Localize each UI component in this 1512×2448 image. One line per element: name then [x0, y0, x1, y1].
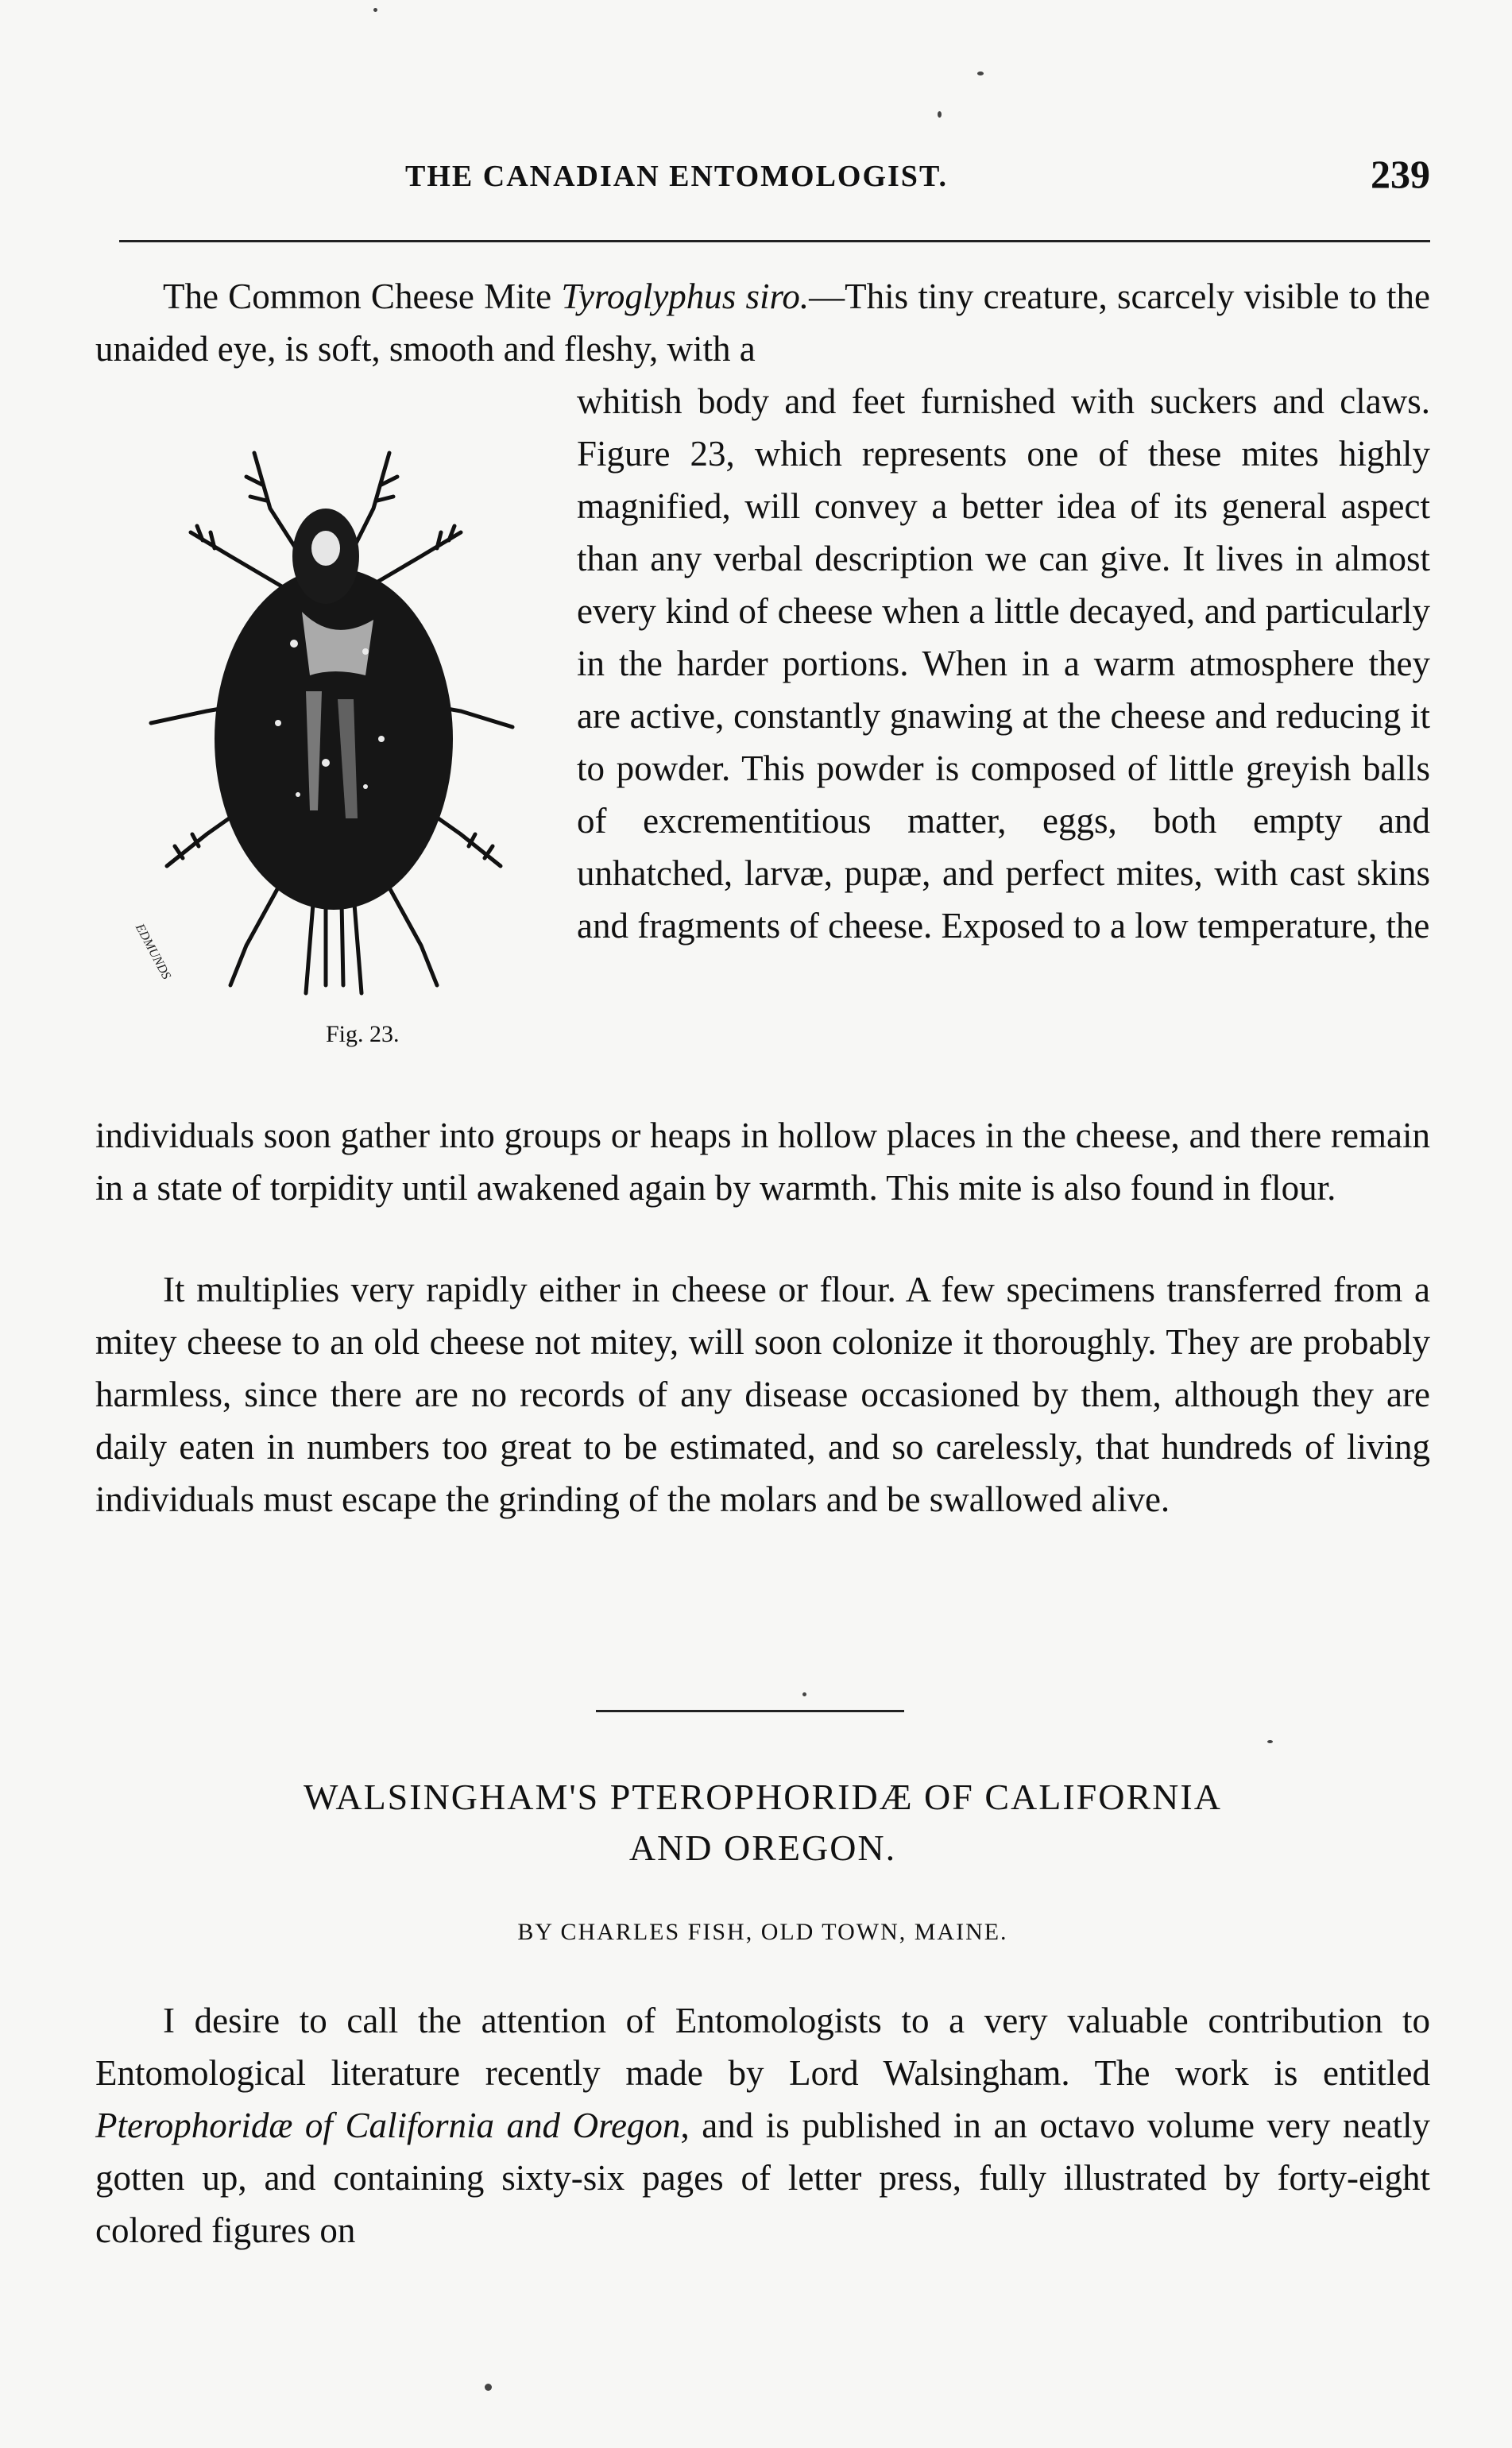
continuation-text: individuals soon gather into groups or heaps in hollow places in the cheese, and there remain in a state of torpidity until awakened again by warmth. This mite is also found in flour.: [95, 1116, 1430, 1208]
engraver-signature: EDMUNDS: [132, 922, 173, 982]
article-title: [95, 1772, 1430, 1874]
page-number: 239: [1371, 152, 1430, 196]
wrapped-text: whitish body and feet furnished with suckers and claws. Figure 23, which represents one of these mites highly magnified, will convey a better idea of its general aspect than any verbal description we can give. It lives in almost every kind of cheese when a little decayed, and particularly in the harder portions. When in a warm atmosphere they are active, constantly gnawing at the cheese and reducing it to powder. This powder is composed of little greyish balls of excrementitious matter, eggs, both empty and unhatched, larvæ, pupæ, and perfect mites, with cast skins and fragments of cheese. Exposed to a low temperature, the: [577, 381, 1430, 946]
scan-speck: [1267, 1740, 1273, 1743]
mite-paragraph-continuation: [95, 1109, 1430, 1214]
book-page: [95, 0, 1430, 2448]
scan-speck: [802, 1692, 806, 1696]
mite-paragraph-wrapped: [577, 375, 1430, 952]
scan-speck: [938, 111, 942, 118]
species-name: Tyroglyphus siro.: [561, 277, 810, 316]
paragraph-2-text: It multiplies very rapidly either in cheese or flour. A few specimens transferred from a mitey cheese to an old cheese not mitey, will soon colonize it thoroughly. They are probably harmless, since there are no records of any disease occasioned by them, although they are daily eaten in numbers too great to be estimated, and so carelessly, that hundreds of living individuals must escape the grinding of the molars and be swallowed alive.: [95, 1270, 1430, 1519]
byline: BY CHARLES FISH, OLD TOWN, MAINE.: [517, 1919, 1008, 1945]
figure-caption: Fig. 23.: [326, 1021, 400, 1047]
p3-end: , and is published in an octavo volume very neatly gotten up, and containing sixty-six pages of letter press, fully illustrated by forty-eight colored figures on: [95, 2106, 1431, 2250]
lead-rest: —This tiny creature, scarcely visible to the unaided eye, is soft, smooth and fleshy, with a: [95, 277, 1430, 369]
title-line-2: AND OREGON.: [628, 1827, 897, 1868]
scan-speck: [977, 72, 984, 75]
walsingham-paragraph: [95, 1994, 1430, 2257]
running-head: [95, 151, 1430, 207]
p3-start: I desire to call the attention of Entomologists to a very valuable contribution to Entomological literature recently made by Lord Walsingham. The work is entitled: [95, 2001, 1430, 2093]
title-line-1: WALSINGHAM'S PTEROPHORIDÆ OF CALIFORNIA: [304, 1777, 1222, 1817]
mite-figure: [135, 437, 532, 1073]
header-rule: [119, 240, 1430, 242]
scan-speck: [373, 8, 377, 12]
work-title: Pterophoridæ of California and Oregon: [95, 2106, 681, 2145]
section-divider: [596, 1710, 904, 1712]
scan-speck: [485, 2384, 492, 2391]
running-title: THE CANADIAN ENTOMOLOGIST.: [405, 160, 948, 193]
mite-paragraph-lead: [95, 270, 1430, 375]
multiplication-paragraph: [95, 1263, 1430, 1526]
lead-text: The Common Cheese Mite: [163, 277, 562, 316]
cheese-mite-illustration: [135, 437, 532, 1025]
